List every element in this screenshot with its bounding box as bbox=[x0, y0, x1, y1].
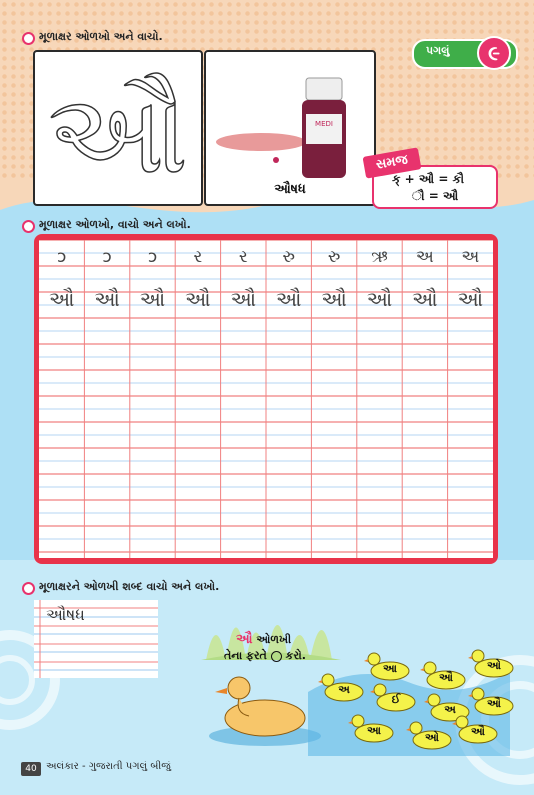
instruction-text-1: ઓળખી bbox=[256, 633, 292, 646]
duck-letter-label: આ bbox=[383, 662, 397, 675]
trace-stroke-cell: ઋ bbox=[371, 247, 388, 267]
duck-letter-2[interactable] bbox=[420, 660, 466, 694]
trace-letter-cell: ઔ bbox=[48, 287, 75, 311]
duck-letter-4[interactable] bbox=[318, 672, 364, 706]
writing-grid bbox=[34, 234, 498, 564]
trace-letter-cell: ઔ bbox=[139, 287, 166, 311]
word-writing-sheet[interactable] bbox=[34, 600, 158, 678]
samaj-rule-2: ૌ = ઔ bbox=[412, 189, 459, 203]
duck-letter-label: અ bbox=[444, 703, 456, 716]
trace-stroke-cell: ર bbox=[238, 247, 248, 267]
duck-letter-label: ઔ bbox=[487, 697, 501, 710]
duck-letter-label: ઔ bbox=[471, 725, 485, 738]
trace-letter-cell: ઔ bbox=[275, 287, 302, 311]
sample-word: ઔષધ bbox=[46, 605, 85, 624]
section2-heading: મૂળાક્ષર ઓળખો, વાચો અને લખો. bbox=[39, 218, 191, 231]
duck-letter-label: અ bbox=[338, 683, 350, 696]
trace-stroke-cell: રુ bbox=[282, 247, 295, 267]
duck-letter-label: ઓ bbox=[425, 731, 439, 744]
trace-letter-cell: ઔ bbox=[94, 287, 120, 311]
step-badge-label: પગલું bbox=[426, 44, 450, 57]
picture-card bbox=[204, 50, 376, 206]
picture-caption: ઔષધ bbox=[274, 182, 306, 197]
section1-heading: મૂળાક્ષર ઓળખો અને વાચો. bbox=[39, 30, 163, 43]
duck-letter-1[interactable] bbox=[364, 651, 410, 685]
step-badge-number: ૯ bbox=[477, 36, 511, 70]
writing-grid-paper[interactable] bbox=[39, 240, 493, 558]
duck-letter-10[interactable] bbox=[452, 714, 498, 748]
bullet-icon bbox=[22, 32, 35, 45]
trace-letter-cell: ઔ bbox=[412, 287, 438, 311]
instruction-line2 bbox=[224, 649, 306, 663]
samaj-rule-1: ક્ + ઔ = કૌ bbox=[392, 172, 465, 186]
highlight-letter: ઔ bbox=[236, 632, 253, 647]
duck-letter-label: ઔ bbox=[439, 671, 453, 684]
instruction-text-3: કરો. bbox=[285, 649, 306, 662]
instruction-line1 bbox=[236, 632, 291, 647]
samaj-tag: સમજ bbox=[363, 147, 422, 178]
trace-stroke-cell: અ bbox=[415, 247, 434, 267]
duck-letter-8[interactable] bbox=[348, 713, 394, 747]
letter-outline bbox=[35, 52, 201, 204]
duck-letter-label: ઈ bbox=[391, 693, 401, 706]
duck-letter-9[interactable] bbox=[406, 720, 452, 754]
trace-stroke-cell: ɔ bbox=[57, 247, 67, 267]
letter-card bbox=[33, 50, 203, 206]
trace-stroke-cell: ɔ bbox=[147, 247, 158, 267]
trace-stroke-cell: રુ bbox=[327, 247, 341, 267]
trace-letter-cell: ઔ bbox=[457, 287, 484, 311]
duck-letter-label: આ bbox=[367, 724, 381, 737]
book-footer: અલંકાર - ગુજરાતી પગલું બીજું bbox=[46, 761, 171, 772]
trace-letter-cell: ઔ bbox=[366, 287, 393, 311]
bottle-label: MEDI bbox=[315, 120, 333, 128]
trace-letter-cell: ઔ bbox=[185, 287, 211, 311]
spoon-icon bbox=[216, 133, 306, 151]
bullet-icon bbox=[22, 220, 35, 233]
writing-grid-lines bbox=[39, 240, 493, 558]
big-duck-illustration bbox=[205, 668, 325, 750]
duck-letter-3[interactable] bbox=[468, 648, 514, 682]
instruction-text-2: તેના ફરતે bbox=[224, 649, 267, 662]
bullet-icon bbox=[22, 582, 35, 595]
trace-stroke-cell: ɔ bbox=[102, 247, 112, 267]
trace-stroke-cell: ર bbox=[193, 247, 203, 267]
circle-icon bbox=[271, 651, 282, 662]
trace-stroke-cell: અ bbox=[461, 247, 480, 267]
section3-heading: મૂળાક્ષરને ઓળખી શબ્દ વાચો અને લખો. bbox=[39, 580, 220, 593]
duck-letter-5[interactable] bbox=[370, 682, 416, 716]
outline-letter: ઔ bbox=[48, 70, 188, 198]
trace-letter-cell: ઔ bbox=[230, 287, 257, 311]
page-number: 40 bbox=[21, 762, 41, 776]
duck-letter-label: ઓ bbox=[487, 659, 501, 672]
trace-letter-cell: ઔ bbox=[321, 287, 347, 311]
